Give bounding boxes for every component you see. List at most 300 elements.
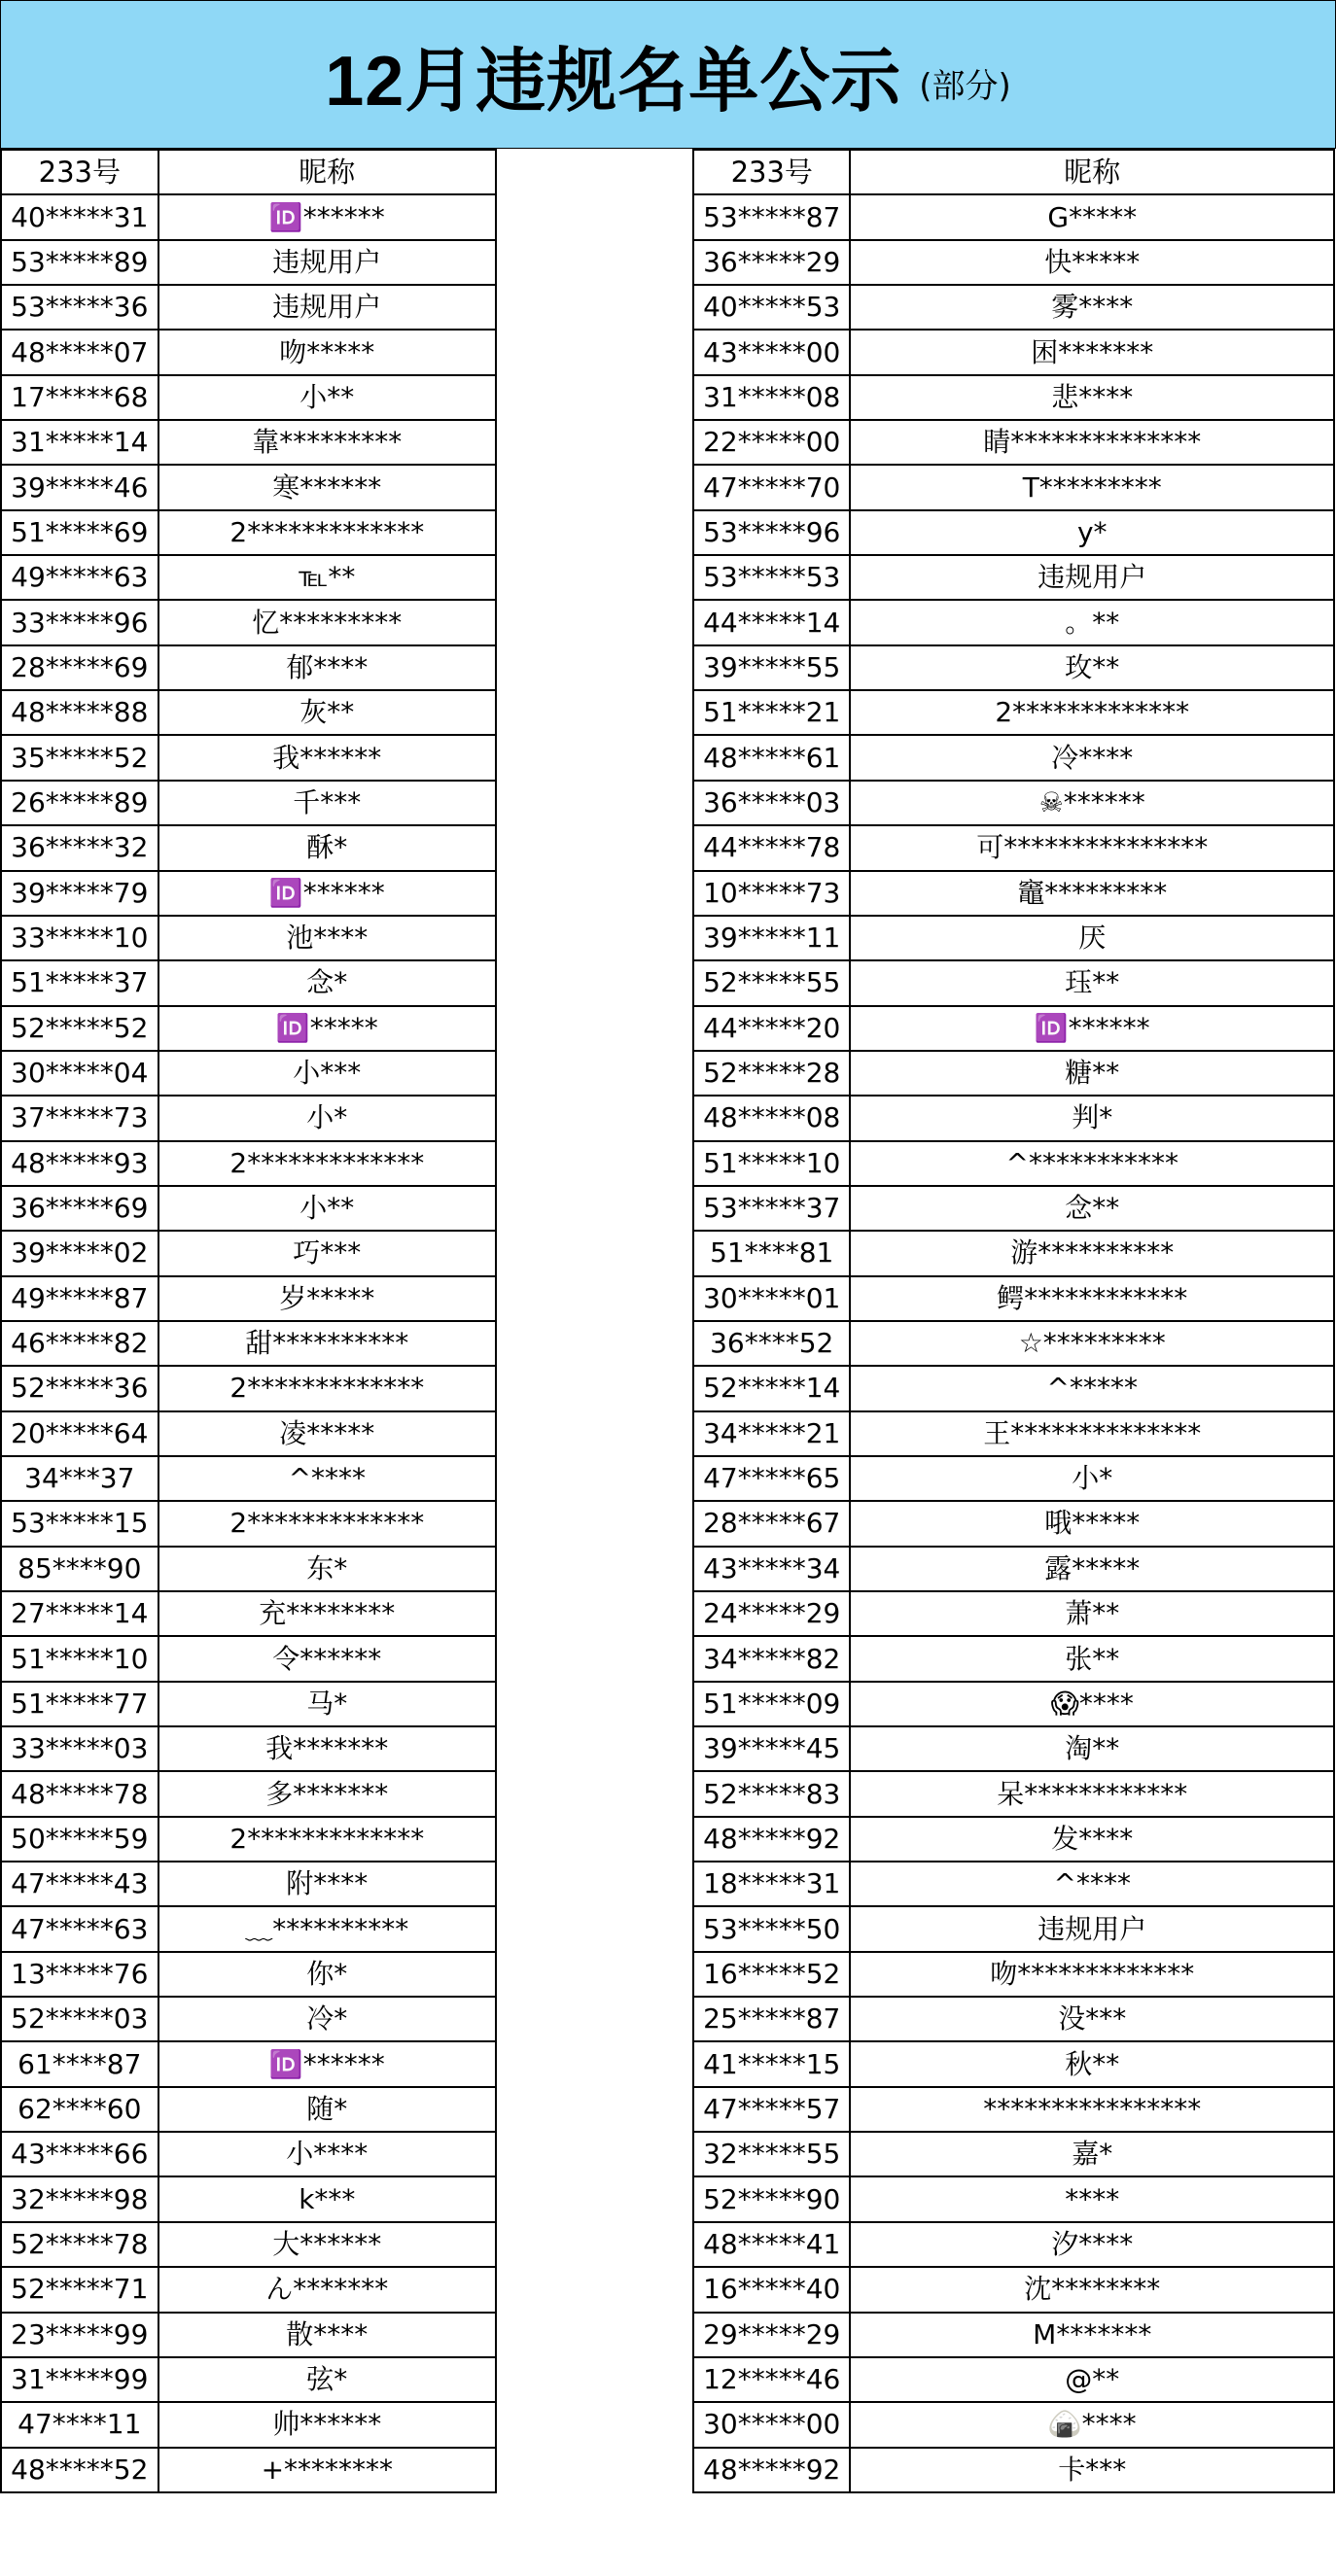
table-row xyxy=(693,1501,1334,1546)
uid-column-header: 233号 xyxy=(693,150,850,194)
table-row xyxy=(1,1952,496,1997)
table-row xyxy=(693,1906,1334,1951)
uid-cell: 47*****43 xyxy=(1,1862,158,1906)
uid-cell: 51****81 xyxy=(693,1231,850,1275)
page-subtitle: (部分) xyxy=(919,67,1011,106)
table-row xyxy=(1,240,496,285)
uid-cell: 53*****53 xyxy=(693,555,850,600)
nickname-cell: 竈********* xyxy=(850,871,1334,916)
table-row xyxy=(693,1726,1334,1771)
nickname-cell: @** xyxy=(850,2357,1334,2402)
uid-cell: 44*****14 xyxy=(693,600,850,644)
nickname-cell: 小**** xyxy=(158,2132,496,2176)
uid-cell: 53*****87 xyxy=(693,194,850,239)
uid-cell: 31*****08 xyxy=(693,375,850,420)
table-row xyxy=(693,1862,1334,1906)
nickname-cell: ん******* xyxy=(158,2267,496,2312)
uid-cell: 31*****99 xyxy=(1,2357,158,2402)
nickname-cell: 没*** xyxy=(850,1997,1334,2041)
uid-cell: 29*****29 xyxy=(693,2313,850,2357)
nickname-cell: 吻***** xyxy=(158,330,496,374)
uid-cell: 51*****09 xyxy=(693,1682,850,1726)
uid-cell: 30*****01 xyxy=(693,1276,850,1321)
table-row xyxy=(693,600,1334,644)
table-row xyxy=(1,960,496,1005)
uid-cell: 28*****67 xyxy=(693,1501,850,1546)
uid-cell: 49*****87 xyxy=(1,1276,158,1321)
table-row xyxy=(693,1547,1334,1591)
table-row xyxy=(1,1366,496,1410)
table-row xyxy=(693,285,1334,330)
table-row xyxy=(1,916,496,960)
nickname-cell: 王************** xyxy=(850,1411,1334,1456)
uid-cell: 39*****02 xyxy=(1,1231,158,1275)
nickname-cell: 随* xyxy=(158,2087,496,2132)
uid-cell: 52*****55 xyxy=(693,960,850,1005)
table-row xyxy=(1,1997,496,2041)
uid-cell: 53*****36 xyxy=(1,285,158,330)
uid-cell: 53*****15 xyxy=(1,1501,158,1546)
uid-cell: 20*****64 xyxy=(1,1411,158,1456)
uid-cell: 48*****78 xyxy=(1,1771,158,1816)
nickname-cell: 念** xyxy=(850,1186,1334,1231)
nickname-cell: 睛************** xyxy=(850,420,1334,465)
table-row xyxy=(693,2267,1334,2312)
uid-cell: 36*****32 xyxy=(1,825,158,870)
nickname-cell: 酥* xyxy=(158,825,496,870)
nickname-cell: 🆔****** xyxy=(158,2041,496,2086)
table-row xyxy=(1,1096,496,1140)
table-row xyxy=(1,420,496,465)
table-row xyxy=(693,375,1334,420)
nickname-cell: 违规用户 xyxy=(158,285,496,330)
uid-cell: 33*****03 xyxy=(1,1726,158,1771)
nickname-cell: 2************* xyxy=(158,1817,496,1862)
uid-cell: 18*****31 xyxy=(693,1862,850,1906)
uid-cell: 53*****37 xyxy=(693,1186,850,1231)
nickname-cell: G***** xyxy=(850,194,1334,239)
table-row xyxy=(1,510,496,555)
uid-cell: 16*****40 xyxy=(693,2267,850,2312)
table-row xyxy=(1,2267,496,2312)
table-row xyxy=(1,825,496,870)
nickname-cell: 我****** xyxy=(158,735,496,780)
table-row xyxy=(1,2313,496,2357)
uid-cell: 32*****98 xyxy=(1,2176,158,2221)
nickname-cell: 寒****** xyxy=(158,465,496,509)
violation-table-right xyxy=(692,149,1335,2493)
uid-cell: 51*****37 xyxy=(1,960,158,1005)
uid-cell: 30*****00 xyxy=(693,2402,850,2447)
table-row xyxy=(693,1096,1334,1140)
table-row xyxy=(693,1186,1334,1231)
uid-cell: 52*****14 xyxy=(693,1366,850,1410)
uid-cell: 35*****52 xyxy=(1,735,158,780)
uid-cell: 48*****41 xyxy=(693,2222,850,2267)
table-row xyxy=(1,1051,496,1096)
table-row xyxy=(1,1591,496,1636)
nickname-cell: 冷* xyxy=(158,1997,496,2041)
table-row xyxy=(693,1141,1334,1186)
uid-cell: 23*****99 xyxy=(1,2313,158,2357)
table-row xyxy=(1,1547,496,1591)
uid-cell: 28*****69 xyxy=(1,645,158,690)
nickname-cell: 多******* xyxy=(158,1771,496,1816)
uid-cell: 48*****88 xyxy=(1,690,158,735)
nickname-cell: 千*** xyxy=(158,781,496,825)
table-row xyxy=(693,1997,1334,2041)
nickname-cell: 2************* xyxy=(158,1366,496,1410)
uid-cell: 61****87 xyxy=(1,2041,158,2086)
uid-cell: 48*****92 xyxy=(693,1817,850,1862)
table-row xyxy=(693,2087,1334,2132)
uid-cell: 43*****66 xyxy=(1,2132,158,2176)
nickname-cell: 可*************** xyxy=(850,825,1334,870)
table-row xyxy=(693,916,1334,960)
table-row xyxy=(1,1771,496,1816)
table-row xyxy=(693,1006,1334,1051)
table-row xyxy=(693,871,1334,916)
nickname-cell: 小** xyxy=(158,1186,496,1231)
nickname-cell: T********* xyxy=(850,465,1334,509)
table-row xyxy=(1,2132,496,2176)
nickname-cell: **** xyxy=(850,2176,1334,2221)
nickname-cell: ^*********** xyxy=(850,1141,1334,1186)
nickname-cell: 违规用户 xyxy=(850,555,1334,600)
uid-cell: 33*****96 xyxy=(1,600,158,644)
uid-cell: 51*****10 xyxy=(693,1141,850,1186)
nickname-cell: 我******* xyxy=(158,1726,496,1771)
uid-cell: 39*****11 xyxy=(693,916,850,960)
nickname-cell: 淘** xyxy=(850,1726,1334,1771)
uid-cell: 52*****52 xyxy=(1,1006,158,1051)
nickname-cell: 郁**** xyxy=(158,645,496,690)
nickname-cell: 马* xyxy=(158,1682,496,1726)
nickname-cell: 冷**** xyxy=(850,735,1334,780)
table-row xyxy=(693,240,1334,285)
nickname-cell: 秋** xyxy=(850,2041,1334,2086)
violation-table-left xyxy=(0,149,497,2493)
nickname-cell: 违规用户 xyxy=(158,240,496,285)
uid-cell: 16*****52 xyxy=(693,1952,850,1997)
table-row xyxy=(1,1006,496,1051)
nickname-column-header: 昵称 xyxy=(158,150,496,194)
nickname-cell: 小* xyxy=(850,1456,1334,1501)
uid-cell: 52*****28 xyxy=(693,1051,850,1096)
nickname-cell: 🆔****** xyxy=(158,871,496,916)
uid-cell: 48*****52 xyxy=(1,2448,158,2492)
nickname-cell: 糖** xyxy=(850,1051,1334,1096)
table-row xyxy=(1,1636,496,1681)
table-row xyxy=(1,1141,496,1186)
uid-cell: 62****60 xyxy=(1,2087,158,2132)
nickname-cell: 念* xyxy=(158,960,496,1005)
nickname-cell: +******** xyxy=(158,2448,496,2492)
nickname-cell: 困******* xyxy=(850,330,1334,374)
uid-cell: 24*****29 xyxy=(693,1591,850,1636)
uid-cell: 51*****10 xyxy=(1,1636,158,1681)
table-row xyxy=(693,1366,1334,1410)
table-row xyxy=(1,1231,496,1275)
table-row xyxy=(693,825,1334,870)
nickname-cell: 沈******** xyxy=(850,2267,1334,2312)
uid-cell: 51*****77 xyxy=(1,1682,158,1726)
uid-cell: 48*****93 xyxy=(1,1141,158,1186)
table-row xyxy=(693,1456,1334,1501)
table-row xyxy=(693,2176,1334,2221)
nickname-cell: 散**** xyxy=(158,2313,496,2357)
table-row xyxy=(1,1276,496,1321)
uid-cell: 26*****89 xyxy=(1,781,158,825)
uid-cell: 52*****36 xyxy=(1,1366,158,1410)
nickname-cell: 2************* xyxy=(158,510,496,555)
table-row xyxy=(693,194,1334,239)
table-row xyxy=(693,2402,1334,2447)
uid-cell: 47*****65 xyxy=(693,1456,850,1501)
uid-cell: 34*****21 xyxy=(693,1411,850,1456)
uid-cell: 32*****55 xyxy=(693,2132,850,2176)
uid-cell: 51*****21 xyxy=(693,690,850,735)
nickname-cell: 张** xyxy=(850,1636,1334,1681)
nickname-cell: ☠****** xyxy=(850,781,1334,825)
table-row xyxy=(693,645,1334,690)
uid-cell: 47*****57 xyxy=(693,2087,850,2132)
table-row xyxy=(1,1456,496,1501)
table-row xyxy=(693,2448,1334,2492)
uid-cell: 52*****90 xyxy=(693,2176,850,2221)
table-row xyxy=(693,1817,1334,1862)
nickname-cell: 2************* xyxy=(850,690,1334,735)
table-row xyxy=(1,555,496,600)
uid-cell: 85****90 xyxy=(1,1547,158,1591)
nickname-cell: 2************* xyxy=(158,1501,496,1546)
nickname-cell: 违规用户 xyxy=(850,1906,1334,1951)
uid-cell: 53*****50 xyxy=(693,1906,850,1951)
uid-cell: 46*****82 xyxy=(1,1321,158,1366)
table-row xyxy=(1,1321,496,1366)
uid-cell: 36*****29 xyxy=(693,240,850,285)
table-row xyxy=(693,781,1334,825)
table-row xyxy=(693,555,1334,600)
uid-cell: 47*****63 xyxy=(1,1906,158,1951)
table-row xyxy=(1,285,496,330)
nickname-cell: 雾**** xyxy=(850,285,1334,330)
table-row xyxy=(1,600,496,644)
nickname-cell: 快***** xyxy=(850,240,1334,285)
table-row xyxy=(1,1817,496,1862)
table-row xyxy=(1,375,496,420)
table-row xyxy=(693,2041,1334,2086)
table-row xyxy=(693,1411,1334,1456)
uid-cell: 12*****46 xyxy=(693,2357,850,2402)
nickname-cell: 🆔****** xyxy=(850,1006,1334,1051)
uid-cell: 40*****31 xyxy=(1,194,158,239)
table-row xyxy=(1,2222,496,2267)
nickname-cell: 凌***** xyxy=(158,1411,496,1456)
nickname-cell: 🍙**** xyxy=(850,2402,1334,2447)
nickname-cell: ^***** xyxy=(850,1366,1334,1410)
uid-cell: 37*****73 xyxy=(1,1096,158,1140)
table-row xyxy=(693,1636,1334,1681)
table-row xyxy=(693,735,1334,780)
table-row xyxy=(693,420,1334,465)
nickname-cell: ﹏********** xyxy=(158,1906,496,1951)
nickname-cell: 卡*** xyxy=(850,2448,1334,2492)
uid-cell: 44*****20 xyxy=(693,1006,850,1051)
uid-cell: 52*****78 xyxy=(1,2222,158,2267)
table-row xyxy=(1,1501,496,1546)
table-row xyxy=(693,1321,1334,1366)
table-row xyxy=(1,2087,496,2132)
nickname-cell: 帅****** xyxy=(158,2402,496,2447)
table-row xyxy=(1,2357,496,2402)
table-row xyxy=(693,1051,1334,1096)
uid-cell: 34*****82 xyxy=(693,1636,850,1681)
uid-cell: 25*****87 xyxy=(693,1997,850,2041)
table-row xyxy=(693,690,1334,735)
table-row xyxy=(693,1952,1334,1997)
nickname-cell: ℡** xyxy=(158,555,496,600)
nickname-cell: ☆********* xyxy=(850,1321,1334,1366)
nickname-cell: 小*** xyxy=(158,1051,496,1096)
nickname-cell: 忆********* xyxy=(158,600,496,644)
nickname-cell: 东* xyxy=(158,1547,496,1591)
uid-cell: 39*****79 xyxy=(1,871,158,916)
uid-cell: 51*****69 xyxy=(1,510,158,555)
nickname-cell: 灰** xyxy=(158,690,496,735)
uid-cell: 43*****00 xyxy=(693,330,850,374)
table-row xyxy=(1,690,496,735)
uid-cell: 36*****03 xyxy=(693,781,850,825)
uid-column-header: 233号 xyxy=(1,150,158,194)
uid-cell: 52*****03 xyxy=(1,1997,158,2041)
uid-cell: 34***37 xyxy=(1,1456,158,1501)
nickname-cell: **************** xyxy=(850,2087,1334,2132)
uid-cell: 48*****92 xyxy=(693,2448,850,2492)
nickname-cell: 小** xyxy=(158,375,496,420)
table-row xyxy=(693,2357,1334,2402)
nickname-cell: 附**** xyxy=(158,1862,496,1906)
nickname-cell: y* xyxy=(850,510,1334,555)
nickname-cell: 巧*** xyxy=(158,1231,496,1275)
uid-cell: 50*****59 xyxy=(1,1817,158,1862)
table-row xyxy=(1,1906,496,1951)
table-row xyxy=(1,735,496,780)
uid-cell: 48*****07 xyxy=(1,330,158,374)
nickname-cell: 嘉* xyxy=(850,2132,1334,2176)
table-row xyxy=(1,1411,496,1456)
uid-cell: 52*****71 xyxy=(1,2267,158,2312)
table-row xyxy=(1,2448,496,2492)
uid-cell: 22*****00 xyxy=(693,420,850,465)
nickname-cell: 靠********* xyxy=(158,420,496,465)
uid-cell: 53*****89 xyxy=(1,240,158,285)
nickname-cell: 🆔****** xyxy=(158,194,496,239)
nickname-cell: 呆************ xyxy=(850,1771,1334,1816)
nickname-cell: 哦***** xyxy=(850,1501,1334,1546)
uid-cell: 36*****69 xyxy=(1,1186,158,1231)
uid-cell: 39*****55 xyxy=(693,645,850,690)
uid-cell: 47****11 xyxy=(1,2402,158,2447)
nickname-cell: 珏** xyxy=(850,960,1334,1005)
nickname-cell: 玫** xyxy=(850,645,1334,690)
uid-cell: 52*****83 xyxy=(693,1771,850,1816)
uid-cell: 36****52 xyxy=(693,1321,850,1366)
table-row xyxy=(693,465,1334,509)
table-row xyxy=(1,2041,496,2086)
nickname-cell: 弦* xyxy=(158,2357,496,2402)
uid-cell: 39*****46 xyxy=(1,465,158,509)
nickname-cell: 大****** xyxy=(158,2222,496,2267)
nickname-cell: 游********** xyxy=(850,1231,1334,1275)
table-row xyxy=(693,1682,1334,1726)
uid-cell: 41*****15 xyxy=(693,2041,850,2086)
uid-cell: 10*****73 xyxy=(693,871,850,916)
nickname-cell: ^**** xyxy=(158,1456,496,1501)
table-row xyxy=(693,330,1334,374)
uid-cell: 47*****70 xyxy=(693,465,850,509)
nickname-cell: 判* xyxy=(850,1096,1334,1140)
nickname-cell: 厌 xyxy=(850,916,1334,960)
uid-cell: 49*****63 xyxy=(1,555,158,600)
nickname-cell: 发**** xyxy=(850,1817,1334,1862)
table-row xyxy=(1,1862,496,1906)
nickname-cell: 你* xyxy=(158,1952,496,1997)
table-row xyxy=(693,1231,1334,1275)
nickname-cell: k*** xyxy=(158,2176,496,2221)
uid-cell: 44*****78 xyxy=(693,825,850,870)
table-row xyxy=(693,2222,1334,2267)
page-title: 12月违规名单公示 xyxy=(325,42,902,121)
table-header-row xyxy=(693,150,1334,194)
nickname-column-header: 昵称 xyxy=(850,150,1334,194)
nickname-cell: 露***** xyxy=(850,1547,1334,1591)
table-row xyxy=(693,960,1334,1005)
nickname-cell: 岁***** xyxy=(158,1276,496,1321)
nickname-cell: 充******** xyxy=(158,1591,496,1636)
page-header xyxy=(0,0,1336,149)
uid-cell: 33*****10 xyxy=(1,916,158,960)
uid-cell: 43*****34 xyxy=(693,1547,850,1591)
uid-cell: 48*****08 xyxy=(693,1096,850,1140)
uid-cell: 53*****96 xyxy=(693,510,850,555)
uid-cell: 39*****45 xyxy=(693,1726,850,1771)
table-row xyxy=(1,194,496,239)
table-row xyxy=(1,1726,496,1771)
uid-cell: 30*****04 xyxy=(1,1051,158,1096)
table-row xyxy=(1,465,496,509)
uid-cell: 31*****14 xyxy=(1,420,158,465)
nickname-cell: 。** xyxy=(850,600,1334,644)
nickname-cell: 小* xyxy=(158,1096,496,1140)
table-row xyxy=(1,330,496,374)
table-row xyxy=(693,1276,1334,1321)
nickname-cell: 池**** xyxy=(158,916,496,960)
nickname-cell: 令****** xyxy=(158,1636,496,1681)
table-row xyxy=(693,2313,1334,2357)
nickname-cell: 🆔***** xyxy=(158,1006,496,1051)
table-row xyxy=(1,1682,496,1726)
nickname-cell: 甜********** xyxy=(158,1321,496,1366)
uid-cell: 40*****53 xyxy=(693,285,850,330)
table-header-row xyxy=(1,150,496,194)
table-row xyxy=(1,2176,496,2221)
table-row xyxy=(1,871,496,916)
table-row xyxy=(693,2132,1334,2176)
uid-cell: 17*****68 xyxy=(1,375,158,420)
nickname-cell: M******* xyxy=(850,2313,1334,2357)
nickname-cell: 鳄************ xyxy=(850,1276,1334,1321)
